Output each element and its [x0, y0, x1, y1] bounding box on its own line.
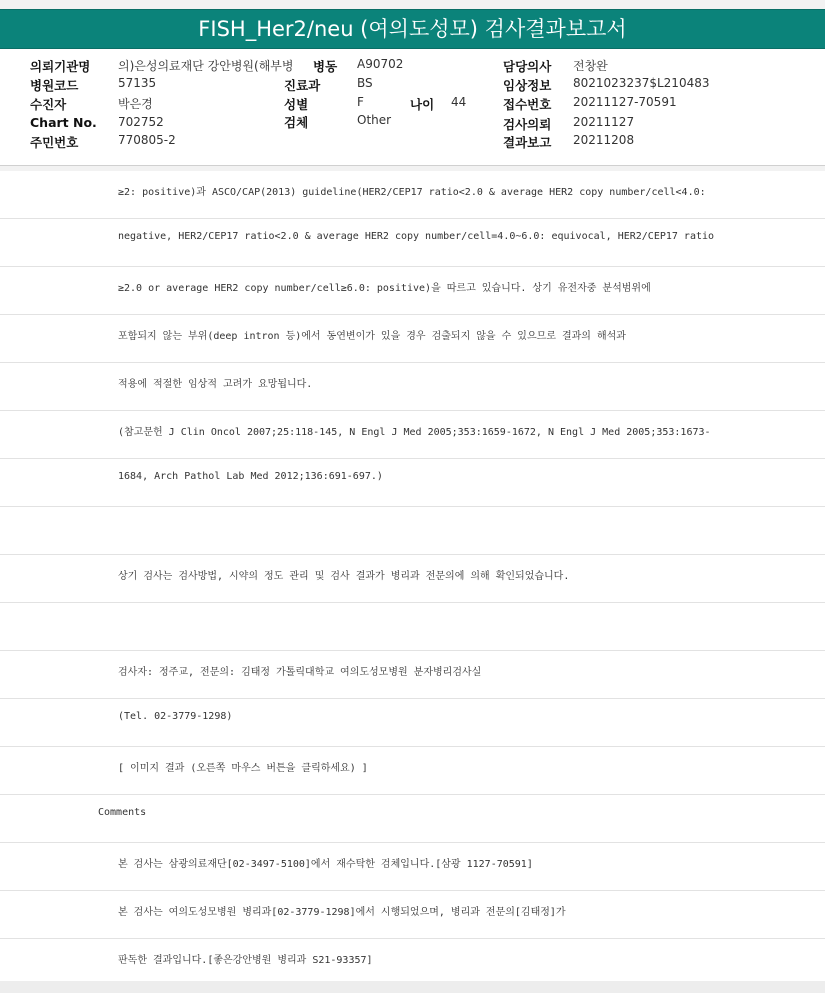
text-row — [0, 603, 825, 651]
text-row — [0, 795, 825, 843]
rrn-value: 770805-2 — [118, 133, 176, 147]
text-line: ≥2.0 or average HER2 copy number/cell≥6.0: positive)을 따르고 있습니다. 상기 유전자중 분석범위에 — [118, 283, 651, 294]
text-line: 본 검사는 삼광의료재단[02-3497-5100]에서 재수탁한 검체입니다.[삼광 1127-70591] — [118, 859, 533, 870]
patient-value: 박은경 — [118, 97, 153, 111]
report-date-label: 결과보고 — [503, 135, 552, 150]
text-row — [0, 315, 825, 363]
clinical-info-label: 임상정보 — [503, 78, 552, 93]
text-line: 본 검사는 여의도성모병원 병리과[02-3779-1298]에서 시행되었으며, 병리과 전문의[김태정]가 — [118, 907, 566, 918]
department-label: 진료과 — [284, 78, 321, 93]
text-line: 상기 검사는 검사방법, 시약의 정도 관리 및 검사 결과가 병리과 전문의에 의해 확인되었습니다. — [118, 571, 570, 582]
text-row — [0, 219, 825, 267]
text-row — [0, 699, 825, 747]
bottom-scroll-area[interactable] — [0, 981, 825, 993]
rrn-label: 주민번호 — [30, 135, 79, 150]
text-line: 적용에 적절한 임상적 고려가 요망됩니다. — [118, 379, 313, 390]
age-value: 44 — [451, 95, 467, 109]
patient-header — [0, 49, 825, 166]
chart-value: 702752 — [118, 115, 164, 129]
text-row — [0, 459, 825, 507]
text-row — [0, 171, 825, 219]
text-line: 판독한 결과입니다.[좋은강안병원 병리과 S21-93357] — [118, 955, 373, 966]
age-label: 나이 — [410, 97, 435, 112]
sex-label: 성별 — [284, 97, 309, 112]
text-line: 검사자: 정주교, 전문의: 김태정 가톨릭대학교 여의도성모병원 분자병리검사실 — [118, 667, 482, 678]
text-line: 포함되지 않는 부위(deep intron 등)에서 동연변이가 있을 경우 검출되지 않을 수 있으므로 결과의 해석과 — [118, 331, 626, 342]
text-line: (참고문헌 J Clin Oncol 2007;25:118-145, N Engl J Med 2005;353:1659-1672, N Engl J Med 2005;353:1673- — [118, 427, 711, 438]
text-line: ≥2: positive)과 ASCO/CAP(2013) guideline(HER2/CEP17 ratio<2.0 & average HER2 copy number/cell<4.0: — [118, 187, 706, 198]
hospital-code-value: 57135 — [118, 76, 157, 90]
text-row — [0, 267, 825, 315]
text-row — [0, 843, 825, 891]
department-value: BS — [357, 76, 373, 90]
doctor-label: 담당의사 — [503, 59, 552, 74]
request-value: 20211127 — [573, 115, 635, 129]
text-line: 1684, Arch Pathol Lab Med 2012;136:691-697.) — [118, 471, 383, 482]
text-row — [0, 507, 825, 555]
report-title: FISH_Her2/neu (여의도성모) 검사결과보고서 — [0, 9, 825, 49]
text-line: negative, HER2/CEP17 ratio<2.0 & average HER2 copy number/cell=4.0~6.0: equivocal, HER2/CEP17 ratio — [118, 231, 715, 242]
sex-value: F — [357, 95, 364, 109]
text-row — [0, 363, 825, 411]
request-label: 검사의뢰 — [503, 117, 552, 132]
image-result-link[interactable]: [ 이미지 결과 (오른쪽 마우스 버튼을 클릭하세요) ] — [118, 763, 368, 774]
institution-label: 의뢰기관명 — [30, 59, 91, 74]
text-row[interactable] — [0, 747, 825, 795]
comments-heading: Comments — [98, 807, 147, 818]
ward-label: 병동 — [313, 59, 338, 74]
text-row — [0, 891, 825, 939]
receipt-label: 접수번호 — [503, 97, 552, 112]
specimen-value: Other — [357, 113, 392, 127]
text-row — [0, 939, 825, 981]
text-line: (Tel. 02-3779-1298) — [118, 711, 233, 722]
specimen-label: 검체 — [284, 115, 309, 130]
text-row — [0, 411, 825, 459]
report-date-value: 20211208 — [573, 133, 635, 147]
clinical-info-value: 8021023237$L210483 — [573, 76, 710, 90]
text-row — [0, 555, 825, 603]
ward-value: A90702 — [357, 57, 404, 71]
hospital-code-label: 병원코드 — [30, 78, 79, 93]
report-body — [0, 171, 825, 981]
chart-label: Chart No. — [30, 115, 97, 130]
patient-label: 수진자 — [30, 97, 67, 112]
institution-value: 의)은성의료재단 강안병원(해부병 — [118, 59, 294, 73]
doctor-value: 전창완 — [573, 59, 608, 73]
receipt-value: 20211127-70591 — [573, 95, 677, 109]
text-row — [0, 651, 825, 699]
